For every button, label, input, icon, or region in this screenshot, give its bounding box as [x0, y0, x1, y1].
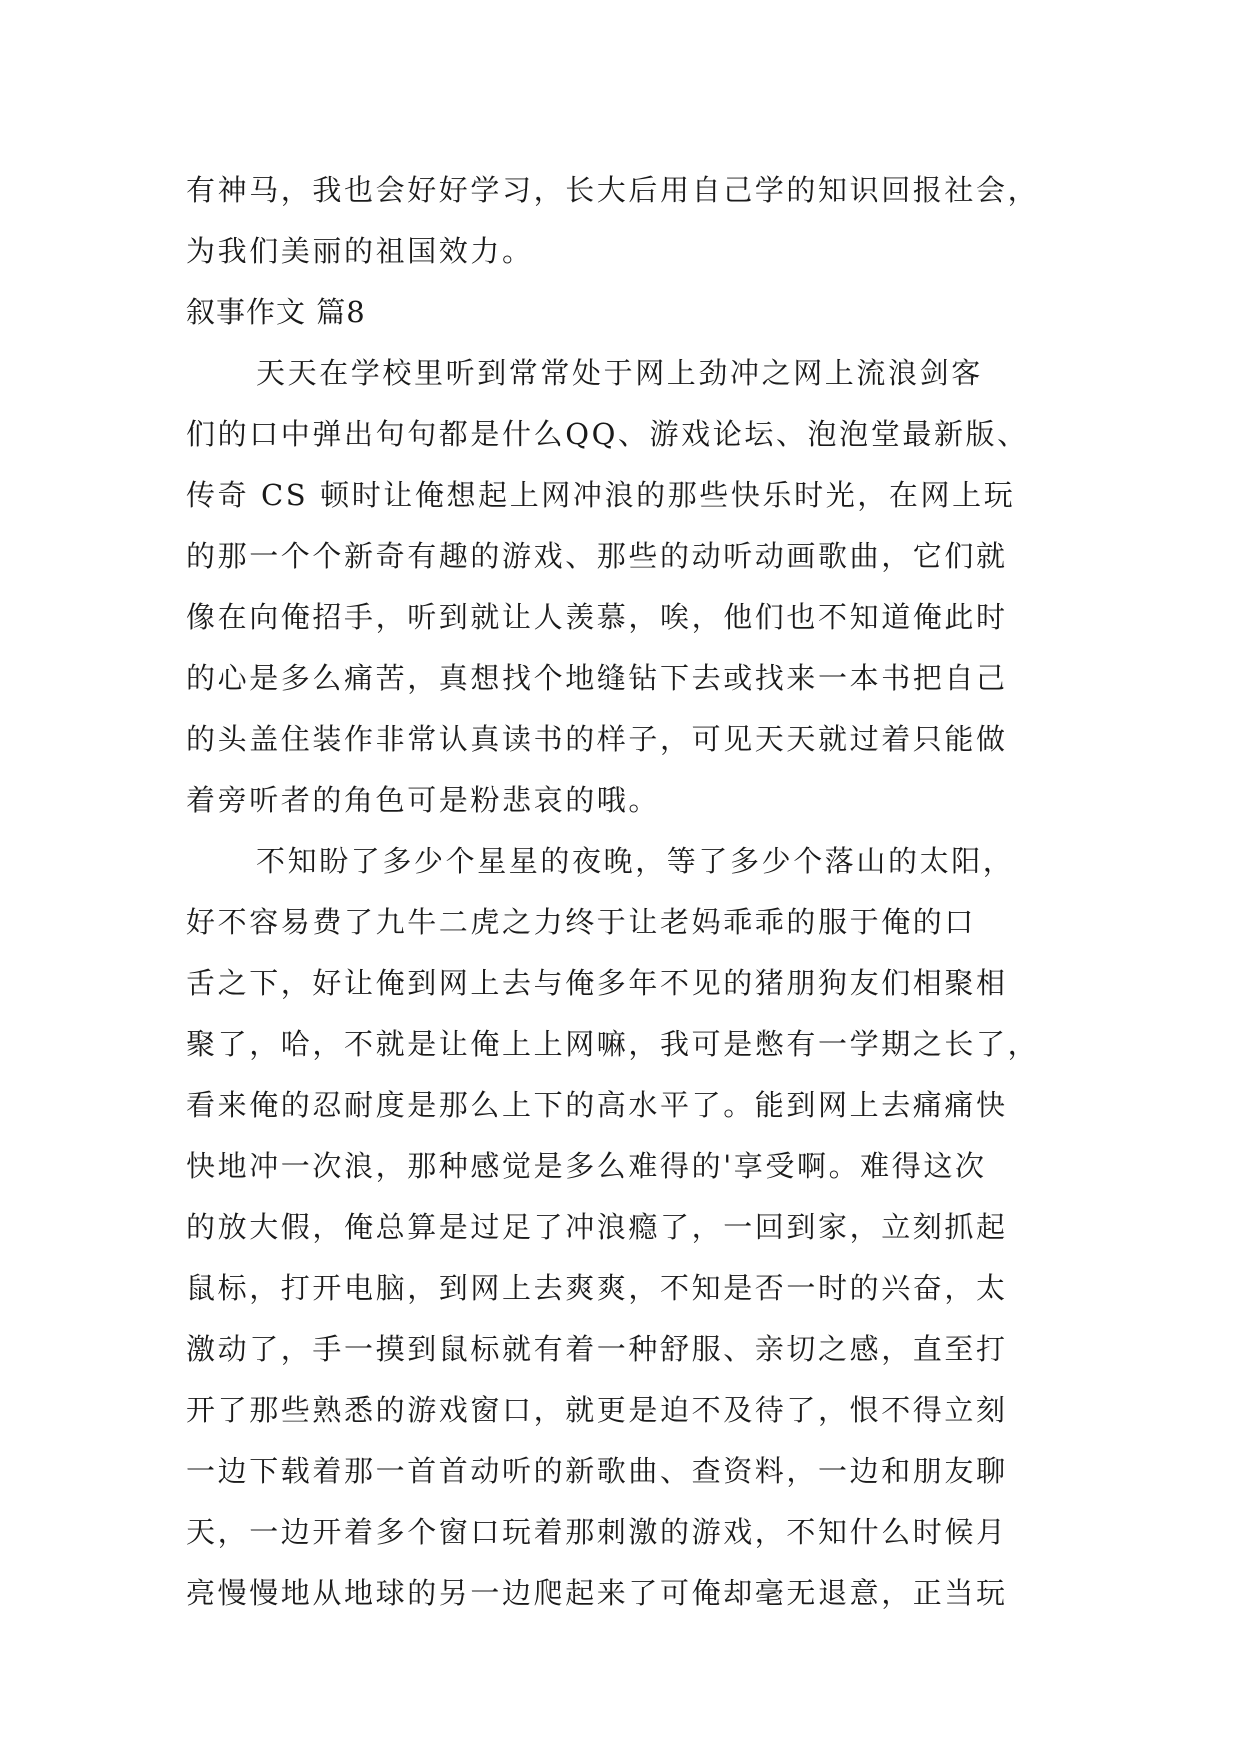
text-line: 的心是多么痛苦，真想找个地缝钻下去或找来一本书把自己	[186, 661, 1008, 695]
text-line: 激动了，手一摸到鼠标就有着一种舒服、亲切之感，直至打	[186, 1332, 1008, 1366]
text-line: 像在向俺招手，听到就让人羡慕，唉，他们也不知道俺此时	[186, 600, 1008, 634]
text-line: 着旁听者的角色可是粉悲哀的哦。	[186, 783, 661, 817]
text-line: 舌之下，好让俺到网上去与俺多年不见的猪朋狗友们相聚相	[186, 966, 1008, 1000]
text-line: 亮慢慢地从地球的另一边爬起来了可俺却毫无退意，正当玩	[186, 1576, 1008, 1610]
paragraph-first-line: 不知盼了多少个星星的夜晚，等了多少个落山的太阳，	[256, 844, 1015, 878]
text-line: 天，一边开着多个窗口玩着那刺激的游戏，不知什么时候月	[186, 1515, 1008, 1549]
text-line: 好不容易费了九牛二虎之力终于让老妈乖乖的服于俺的口	[186, 905, 977, 939]
text-line: 的那一个个新奇有趣的游戏、那些的动听动画歌曲，它们就	[186, 539, 1008, 573]
text-line: 为我们美丽的祖国效力。	[186, 234, 534, 268]
section-heading: 叙事作文 篇8	[186, 295, 366, 329]
text-line: 传奇 CS 顿时让俺想起上网冲浪的那些快乐时光，在网上玩	[186, 478, 1016, 512]
text-line: 的放大假，俺总算是过足了冲浪瘾了，一回到家，立刻抓起	[186, 1210, 1008, 1244]
text-line: 一边下载着那一首首动听的新歌曲、查资料，一边和朋友聊	[186, 1454, 1008, 1488]
essay-body	[186, 160, 1055, 1624]
text-line: 们的口中弹出句句都是什么QQ、游戏论坛、泡泡堂最新版、	[186, 417, 1029, 451]
text-line: 有神马，我也会好好学习，长大后用自己学的知识回报社会，	[186, 173, 1040, 207]
text-line: 快地冲一次浪，那种感觉是多么难得的'享受啊。难得这次	[186, 1149, 987, 1183]
text-line: 开了那些熟悉的游戏窗口，就更是迫不及待了，恨不得立刻	[186, 1393, 1008, 1427]
paragraph-first-line: 天天在学校里听到常常处于网上劲冲之网上流浪剑客	[256, 356, 983, 390]
text-line: 看来俺的忍耐度是那么上下的高水平了。能到网上去痛痛快	[186, 1088, 1008, 1122]
text-line: 鼠标，打开电脑，到网上去爽爽，不知是否一时的兴奋，太	[186, 1271, 1008, 1305]
text-line: 聚了，哈，不就是让俺上上网嘛，我可是憋有一学期之长了，	[186, 1027, 1040, 1061]
text-line: 的头盖住装作非常认真读书的样子，可见天天就过着只能做	[186, 722, 1008, 756]
